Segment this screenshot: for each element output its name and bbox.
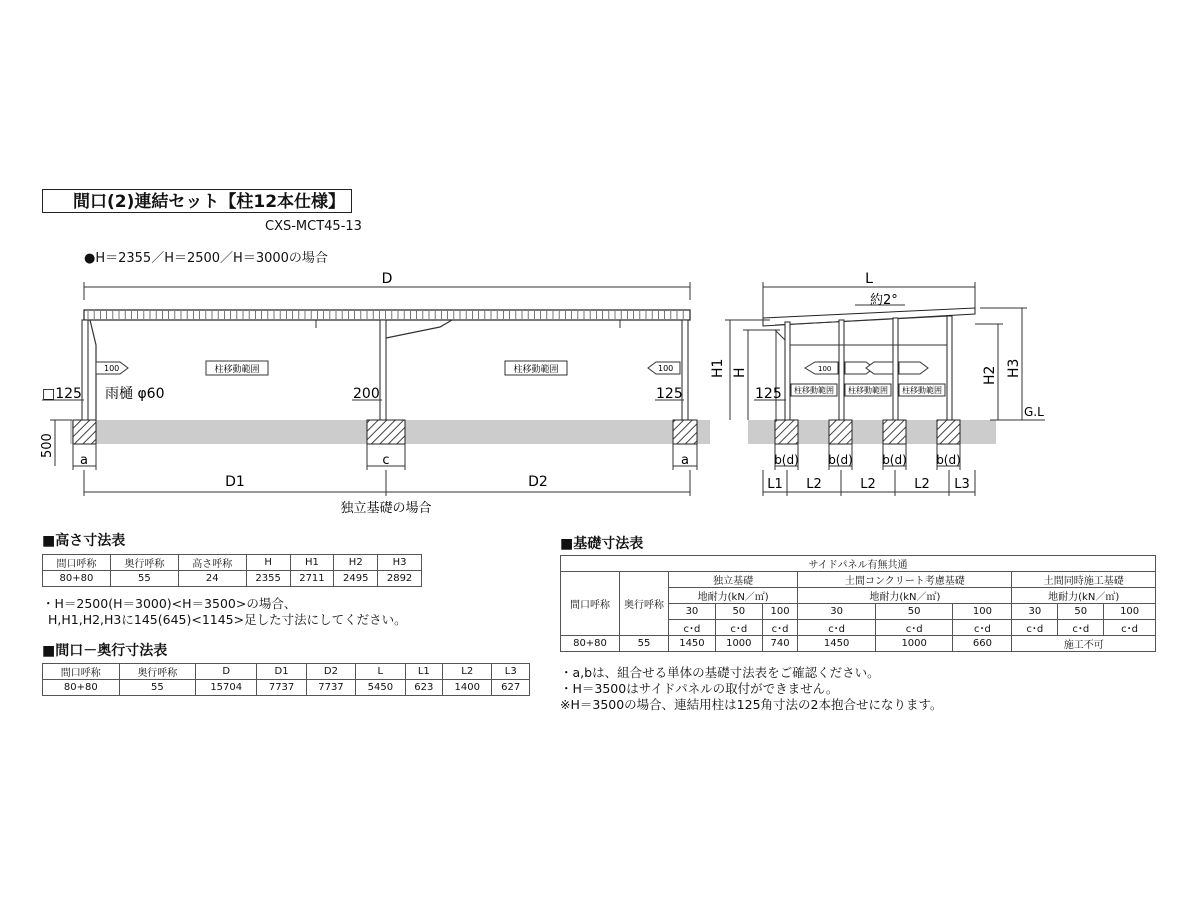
side-roof <box>763 308 975 326</box>
foundation-top-header: サイドパネル有無共通 <box>561 556 1156 572</box>
post-left <box>82 320 88 420</box>
range-label-1: 柱移動範囲 <box>214 365 260 375</box>
height-cell-1: 55 <box>110 571 178 587</box>
side-post-label: 125 <box>755 386 782 402</box>
dim-Lpart-3: L2 <box>860 477 876 492</box>
bearing-2: 地耐力(kN／㎡) <box>798 588 1012 604</box>
side-arrow-1: 100 <box>818 365 832 373</box>
post-right-label: 125 <box>656 386 683 402</box>
slab-100: 660 <box>953 636 1012 652</box>
cd-1-2: c･d <box>953 620 1012 636</box>
dim-H3: H3 <box>1006 358 1022 378</box>
slab-30: 1450 <box>798 636 876 652</box>
foundation-note-1: ・a,bは、組合せる単体の基礎寸法表をご確認ください。 <box>560 665 880 680</box>
bearing-value-2-1: 50 <box>1058 604 1104 620</box>
dim-c: c <box>382 453 390 468</box>
post-mid-label: 200 <box>353 386 380 402</box>
dim-bd-4: b(d) <box>936 453 961 467</box>
foundation-table-title: ■基礎寸法表 <box>560 536 644 552</box>
row-depth: 55 <box>620 636 669 652</box>
height-note-2: H,H1,H2,H3に145(645)<1145>足した寸法にしてください。 <box>48 612 407 627</box>
post-middle <box>380 320 386 420</box>
height-header-3: H <box>246 555 290 571</box>
cd-0-0: c･d <box>669 620 716 636</box>
arrow-label-2: 100 <box>658 364 674 373</box>
height-header-4: H1 <box>290 555 334 571</box>
height-header-1: 奥行呼称 <box>110 555 178 571</box>
dim-Lpart-4: L2 <box>914 477 930 492</box>
height-cell-2: 24 <box>178 571 246 587</box>
frontage-header-6: L1 <box>405 664 443 680</box>
frontage-header-2: D <box>196 664 257 680</box>
ground-level: G.L <box>1024 405 1044 419</box>
dim-bd-2: b(d) <box>828 453 853 467</box>
height-table <box>42 554 422 587</box>
height-cell-0: 80+80 <box>43 571 111 587</box>
frontage-table <box>42 663 530 696</box>
bearing-value-0-1: 50 <box>715 604 762 620</box>
gutter-pipe <box>90 320 96 420</box>
dim-Lpart-1: L1 <box>767 477 783 492</box>
bearing-value-1-2: 100 <box>953 604 1012 620</box>
cd-0-1: c･d <box>715 620 762 636</box>
range-label-2: 柱移動範囲 <box>513 365 559 375</box>
dim-a-left: a <box>80 453 88 468</box>
frontage-header-0: 間口呼称 <box>43 664 120 680</box>
cd-1-0: c･d <box>798 620 876 636</box>
gutter-label: 雨樋 φ60 <box>105 386 165 402</box>
group-slab: 土間コンクリート考慮基礎 <box>798 572 1012 588</box>
height-cell-5: 2495 <box>334 571 378 587</box>
frontage-table-title: ■間口－奥行寸法表 <box>42 643 168 659</box>
height-cell-4: 2711 <box>290 571 334 587</box>
frontage-cell-8: 627 <box>492 680 530 696</box>
bearing-value-0-2: 100 <box>762 604 798 620</box>
side-range-3: 柱移動範囲 <box>902 386 942 395</box>
ind-100: 740 <box>762 636 798 652</box>
frontage-cell-6: 623 <box>405 680 443 696</box>
dim-Lpart-5: L3 <box>954 477 970 492</box>
model-number: CXS-MCT45-13 <box>265 219 362 234</box>
cd-2-2: c･d <box>1104 620 1156 636</box>
foundation-note-3: ※H＝3500の場合、連結用柱は125角寸法の2本抱合せになります。 <box>560 697 943 712</box>
height-header-0: 間口呼称 <box>43 555 111 571</box>
height-header-5: H2 <box>334 555 378 571</box>
case-label: ●H＝2355／H＝2500／H＝3000の場合 <box>84 251 328 266</box>
height-header-2: 高さ呼称 <box>178 555 246 571</box>
bearing-value-0-0: 30 <box>669 604 716 620</box>
frontage-cell-7: 1400 <box>443 680 492 696</box>
height-note-1: ・H＝2500(H＝3000)<H＝3500>の場合、 <box>42 596 297 611</box>
col-depth: 奥行呼称 <box>620 572 669 636</box>
frontage-header-7: L2 <box>443 664 492 680</box>
ind-30: 1450 <box>669 636 716 652</box>
post-left-label: □125 <box>42 386 82 402</box>
cd-2-1: c･d <box>1058 620 1104 636</box>
side-range-1: 柱移動範囲 <box>794 386 834 395</box>
bearing-value-2-0: 30 <box>1012 604 1058 620</box>
group-simultaneous: 土間同時施工基礎 <box>1012 572 1156 588</box>
simultaneous-value: 施工不可 <box>1012 636 1156 652</box>
dim-Lpart-2: L2 <box>806 477 822 492</box>
bearing-1: 地耐力(kN／㎡) <box>669 588 798 604</box>
height-cell-3: 2355 <box>246 571 290 587</box>
front-view <box>40 271 710 516</box>
dim-a-right: a <box>681 453 689 468</box>
dim-D2: D2 <box>528 474 548 490</box>
height-cell-6: 2892 <box>378 571 422 587</box>
height-header-6: H3 <box>378 555 422 571</box>
frontage-header-3: D1 <box>257 664 306 680</box>
frontage-cell-2: 15704 <box>196 680 257 696</box>
dim-bd-1: b(d) <box>774 453 799 467</box>
row-frontage: 80+80 <box>561 636 620 652</box>
cd-0-2: c･d <box>762 620 798 636</box>
dim-L: L <box>865 271 873 287</box>
foundation-table <box>560 555 1156 652</box>
bearing-value-1-1: 50 <box>875 604 953 620</box>
side-view <box>710 271 1045 496</box>
dim-500: 500 <box>40 433 55 458</box>
frontage-cell-3: 7737 <box>257 680 306 696</box>
frontage-header-1: 奥行呼称 <box>119 664 196 680</box>
dim-D1: D1 <box>225 474 245 490</box>
dim-bd-3: b(d) <box>882 453 907 467</box>
frontage-cell-4: 7737 <box>306 680 355 696</box>
section-title: 間口(2)連結セット【柱12本仕様】 <box>73 192 346 212</box>
cd-1-1: c･d <box>875 620 953 636</box>
cd-2-0: c･d <box>1012 620 1058 636</box>
frontage-header-8: L3 <box>492 664 530 680</box>
dim-D: D <box>381 271 393 287</box>
foundation-note-2: ・H＝3500はサイドパネルの取付ができません。 <box>560 681 839 696</box>
frontage-cell-0: 80+80 <box>43 680 120 696</box>
col-frontage: 間口呼称 <box>561 572 620 636</box>
frontage-header-4: D2 <box>306 664 355 680</box>
dim-H1: H1 <box>710 358 726 378</box>
bearing-value-2-2: 100 <box>1104 604 1156 620</box>
bearing-value-1-0: 30 <box>798 604 876 620</box>
group-independent: 独立基礎 <box>669 572 798 588</box>
dim-angle: 約2° <box>870 293 898 308</box>
frontage-cell-5: 5450 <box>356 680 405 696</box>
ind-50: 1000 <box>715 636 762 652</box>
foundation-note: 独立基礎の場合 <box>340 501 432 516</box>
dim-H: H <box>732 367 748 378</box>
frontage-header-5: L <box>356 664 405 680</box>
side-range-2: 柱移動範囲 <box>848 386 888 395</box>
bearing-3: 地耐力(kN／㎡) <box>1012 588 1156 604</box>
dim-H2: H2 <box>982 365 998 385</box>
height-table-title: ■高さ寸法表 <box>42 533 126 549</box>
post-right <box>682 320 688 420</box>
slab-50: 1000 <box>875 636 953 652</box>
frontage-cell-1: 55 <box>119 680 196 696</box>
arrow-label-1: 100 <box>104 364 120 373</box>
